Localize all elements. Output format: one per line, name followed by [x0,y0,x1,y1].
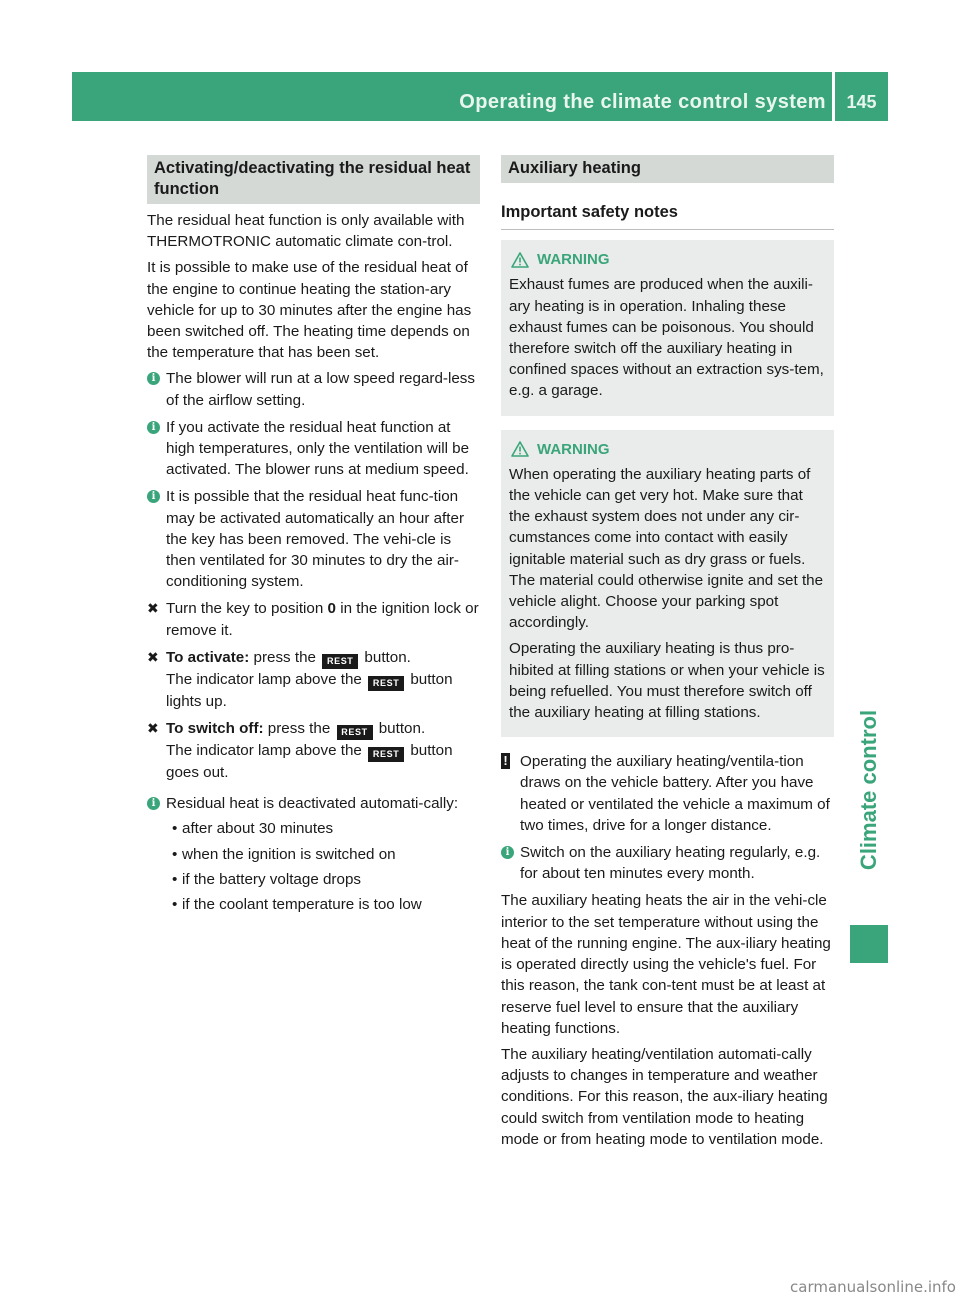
warning-text: When operating the auxiliary heating parts of the vehicle can get very hot. Make sure that the exhaust system does not under any cir-cumstances come into contact with easily ignitable material such as dry grass or fuels. The material could otherwise ignite and set the vehicle alight. Choose your parking spot accordingly. [509,465,824,632]
notice-note: ! Operating the auxiliary heating/ventila-tion draws on the vehicle battery. After you have heated or ventilated the vehicle a maximum of two times, drive for a longer distance. [501,751,834,836]
warning-box [501,240,834,415]
info-note: i It is possible that the residual heat func-tion may be activated automatically an hour after the key has been removed. The vehi-cle is then ventilated for 30 minutes to dry the air-conditioning system. [147,486,480,592]
bullet-list [166,818,480,915]
info-icon: i [147,797,160,810]
warning-triangle-icon [511,441,529,457]
side-tab-label: Climate control [856,709,881,871]
info-icon: i [147,372,160,385]
list-item: • after about 30 minutes [172,818,480,839]
info-note: i Residual heat is deactivated automati-cally: • after about 30 minutes • when the ignition is switched on • if the battery voltage drops • if the coolant temperature is too low [147,793,480,915]
watermark: carmanualsonline.info [790,1278,956,1296]
step-arrow-icon: ✖ [147,600,159,617]
info-note: i The blower will run at a low speed regard-less of the airflow setting. [147,368,480,410]
rest-button-icon: REST [322,654,358,669]
paragraph: It is possible to make use of the residual heat of the engine to continue heating the station-ary vehicle for up to 30 minutes after the engine has been switched off. The heating time depends on the temperature that has been set. [147,259,472,362]
section-heading-auxiliary-heating: Auxiliary heating [501,155,834,183]
warning-text: Operating the auxiliary heating is thus pro-hibited at filling stations or when your vehicle is being refuelled. You must therefore switch off the auxiliary heating at filling stations. [509,640,825,722]
paragraph: The residual heat function is only available with THERMOTRONIC automatic climate con-trol. [147,212,465,251]
page-header-title: Operating the climate control system [459,91,826,113]
list-item: • if the coolant temperature is too low [172,894,480,915]
info-icon: i [501,846,514,859]
rest-button-icon: REST [368,676,404,691]
paragraph: The auxiliary heating heats the air in the vehi-cle interior to the set temperature without using the heat of the running engine. The aux-iliary heating is operated directly using the vehicle's fuel. For this reason, the tank con-tent must be at least at reserve fuel level to ensure that the auxiliary heating functions. [501,892,831,1037]
warning-heading: WARNING [509,249,826,270]
exclamation-icon: ! [501,753,510,769]
paragraph: The auxiliary heating/ventilation automati-cally adjusts to changes in temperature and weather conditions. For this reason, the aux-iliary heating could switch from ventilation mode to heating mode or from heating mode to ventilation mode. [501,1045,828,1148]
info-note: i If you activate the residual heat function at high temperatures, only the ventilation will be activated. The blower runs at medium speed. [147,417,480,481]
instruction-step: ✖ To switch off: press the REST button. The indicator lamp above the REST button goes out. [147,720,453,782]
list-item: • if the battery voltage drops [172,869,480,890]
subheading-safety-notes: Important safety notes [501,189,834,230]
section-heading-residual-heat: Activating/deactivating the residual heat function [147,155,480,204]
instruction-step: ✖ To activate: press the REST button. The indicator lamp above the REST button lights up. [147,648,453,710]
step-arrow-icon: ✖ [147,720,159,737]
warning-text: Exhaust fumes are produced when the auxili-ary heating is in operation. Inhaling these exhaust fumes can be poisonous. You should therefore switch off the auxiliary heating in confined spaces without an extraction sys-tem, e.g. a garage. [509,276,824,400]
instruction-step: ✖ Turn the key to position 0 in the ignition lock or remove it. [147,600,479,639]
page-number: 145 [846,92,877,112]
warning-box [501,430,834,738]
left-column [147,155,480,921]
warning-triangle-icon [511,252,529,268]
list-item: • when the ignition is switched on [172,844,480,865]
warning-heading: WARNING [509,439,826,460]
info-note: i Switch on the auxiliary heating regularly, e.g. for about ten minutes every month. [501,842,834,884]
right-column [501,155,834,1155]
step-arrow-icon: ✖ [147,648,159,665]
rest-button-icon: REST [337,725,373,740]
rest-button-icon: REST [368,747,404,762]
info-icon: i [147,490,160,503]
side-tab-marker [850,925,888,963]
info-icon: i [147,421,160,434]
